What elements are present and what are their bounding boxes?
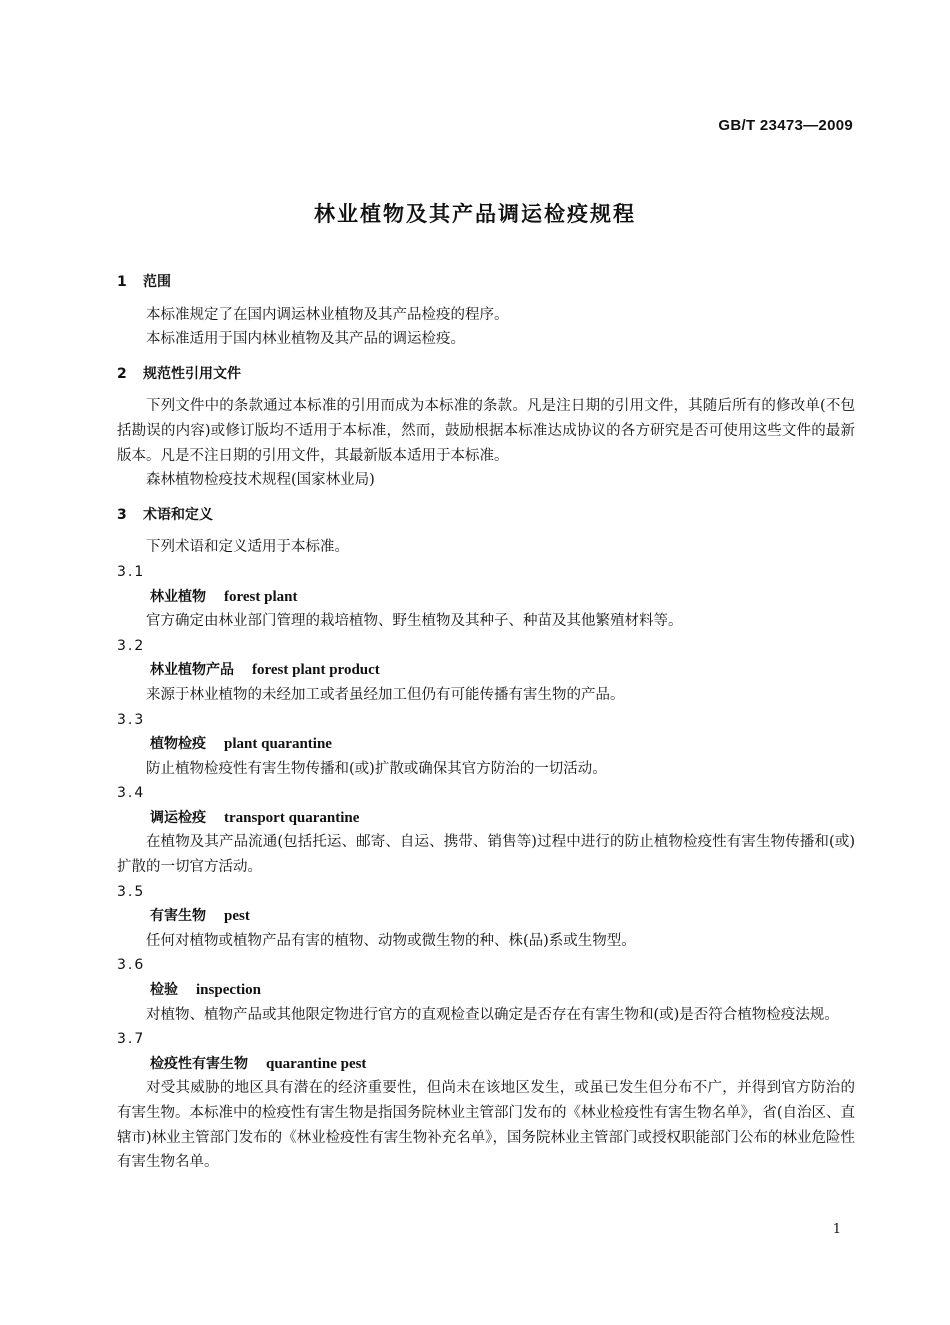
section-number: 1 — [117, 274, 127, 290]
document-title: 林业植物及其产品调运检疫规程 — [314, 202, 636, 226]
term-3-6 — [117, 953, 855, 1027]
section-title: 术语和定义 — [143, 506, 213, 523]
section-2-heading — [117, 362, 855, 387]
term-title — [117, 978, 855, 1003]
term-cn: 有害生物 — [150, 908, 206, 925]
paragraph: 森林植物检疫技术规程(国家林业局) — [146, 472, 375, 489]
term-definition: 官方确定由林业部门管理的栽培植物、野生植物及其种子、种苗及其他繁殖材料等。 — [146, 613, 683, 630]
term-number: 3.7 — [117, 1031, 146, 1048]
term-en: plant quarantine — [224, 736, 332, 753]
paragraph: 下列术语和定义适用于本标准。 — [146, 539, 349, 556]
term-en: transport quarantine — [224, 809, 360, 826]
term-title — [117, 732, 855, 757]
term-number: 3.5 — [117, 883, 146, 900]
section-number: 2 — [117, 365, 127, 382]
term-en: inspection — [196, 982, 262, 999]
term-en: forest plant product — [252, 662, 380, 679]
term-definition: 对植物、植物产品或其他限定物进行官方的直观检查以确定是否存在有害生物和(或)是否符合植物检疫法规。 — [146, 1006, 839, 1023]
term-number: 3.4 — [117, 785, 146, 802]
term-number: 3.2 — [117, 637, 146, 654]
term-number: 3.3 — [117, 711, 146, 728]
term-3-3 — [117, 708, 855, 782]
term-cn: 植物检疫 — [150, 736, 206, 753]
standard-code: GB/T 23473—2009 — [718, 117, 853, 134]
term-title — [117, 1052, 855, 1077]
term-3-5 — [117, 880, 855, 954]
term-definition: 来源于林业植物的未经加工或者虽经加工但仍有可能传播有害生物的产品。 — [146, 686, 625, 703]
term-en: quarantine pest — [266, 1055, 367, 1072]
term-number: 3.1 — [117, 563, 146, 580]
term-cn: 检验 — [150, 982, 178, 999]
term-title — [117, 585, 855, 610]
term-3-2 — [117, 634, 855, 708]
term-3-1 — [117, 560, 855, 634]
term-title — [117, 806, 855, 831]
term-number: 3.6 — [117, 957, 146, 974]
term-title — [117, 658, 855, 683]
paragraph: 本标准适用于国内林业植物及其产品的调运检疫。 — [146, 331, 465, 348]
section-3-heading — [117, 503, 855, 528]
term-en: forest plant — [224, 588, 298, 605]
section-title: 规范性引用文件 — [143, 365, 241, 382]
term-cn: 调运检疫 — [150, 809, 206, 826]
term-cn: 检疫性有害生物 — [150, 1055, 248, 1072]
paragraph: 本标准规定了在国内调运林业植物及其产品检疫的程序。 — [146, 306, 509, 323]
term-definition: 任何对植物或植物产品有害的植物、动物或微生物的种、株(品)系或生物型。 — [146, 932, 636, 949]
section-number: 3 — [117, 506, 127, 523]
document-body — [117, 270, 855, 1175]
section-1-heading — [117, 270, 855, 295]
term-3-4 — [117, 781, 855, 879]
page-number: 1 — [832, 1222, 841, 1237]
paragraph: 下列文件中的条款通过本标准的引用而成为本标准的条款。凡是注日期的引用文件，其随后所有的修改单(不包括勘误的内容)或修订版均不适用于本标准，然而，鼓励根据本标准达成协议的各方研究是否可使用这些文件的最新版本。凡是不注日期的引用文件，其最新版本适用于本标准。 — [117, 398, 855, 464]
term-en: pest — [224, 908, 250, 925]
section-title: 范围 — [143, 274, 171, 290]
term-cn: 林业植物产品 — [150, 662, 234, 679]
term-definition: 对受其威胁的地区具有潜在的经济重要性，但尚未在该地区发生，或虽已发生但分布不广，并得到官方防治的有害生物。本标准中的检疫性有害生物是指国务院林业主管部门发布的《林业检疫性有害生物名单》，省(自治区、直辖市)林业主管部门发布的《林业检疫性有害生物补充名单》，国务院林业主管部门或授权职能部门公布的林业危险性有害生物名单。 — [117, 1080, 855, 1171]
term-cn: 林业植物 — [150, 588, 206, 605]
term-definition: 防止植物检疫性有害生物传播和(或)扩散或确保其官方防治的一切活动。 — [146, 760, 607, 777]
term-definition: 在植物及其产品流通(包括托运、邮寄、自运、携带、销售等)过程中进行的防止植物检疫性有害生物传播和(或)扩散的一切官方活动。 — [117, 834, 855, 876]
term-3-7 — [117, 1027, 855, 1175]
term-title — [117, 904, 855, 929]
